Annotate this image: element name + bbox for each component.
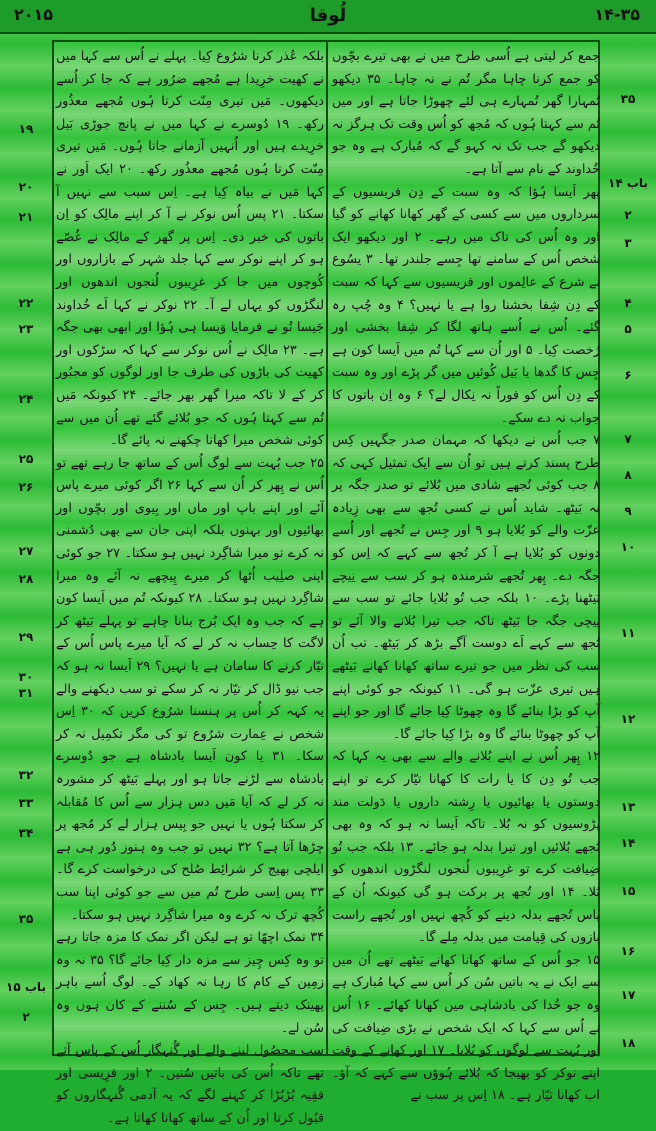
chapter-marker: ۱۴ باب	[608, 176, 648, 190]
paragraph: ۲۵ جب بُہت سے لوگ اُس کے ساتھ جا رہے تھے تو اُس نے پِھر کر اُن سے کہا ۲۶ اگر کوئی میرے پاس آئے اور اپنے باپ اور ماں اور بِیوی اور بچّوں اور بھائیوں اور بہنوں بلکہ اپنی جان سے بھی دُشمنی نہ کرے تو میرا شاگِرد نہیں ہو سکتا۔ ۲۷ جو کوئی اپنی صلِیب اُٹھا کر میرے پِیچھے نہ آئے وہ میرا شاگِرد نہیں ہو سکتا۔ ۲۸ کیونکہ تُم میں اَیسا کون ہے کہ جب وہ ایک بُرج بنانا چاہے تو پہلے بَیٹھ کر لاگت کا حِساب نہ کر لے کہ آیا میرے پاس اُس کے تیّار کرنے کا سامان ہے یا نہیں؟ ۲۹ اَیسا نہ ہو کہ جب نیو ڈال کر تیّار نہ کر سکے تو سب دیکھنے والے یہ کہہ کر اُس پر ہنسنا شرُوع کریں کہ ۳۰ اِس شخص نے عِمارت شرُوع تو کی مگر تکمِیل نہ کر سکا۔ ۳۱ یا کون اَیسا بادشاہ ہے جو دُوسرے بادشاہ سے لڑنے جاتا ہو اور پہلے بَیٹھ کر مشورہ نہ کر لے کہ آیا مَیں دس ہزار سے اُس کا مُقابلہ کر سکتا ہُوں یا نہیں جو بِیس ہزار لے کر مُجھ پر چڑھا آتا ہے؟ ۳۲ نہیں تو جب وہ ہنوز دُور ہی ہے ایلچی بھیج کر شرائِط صُلح کی درخواست کرے گا۔ ۳۳ پس اِسی طرح تُم میں سے جو کوئی اپنا سب کُچھ ترک نہ کرے وہ میرا شاگِرد نہیں ہو سکتا۔	[56, 455, 324, 923]
right-text-column	[332, 46, 601, 1104]
verse-number: ۲۹	[18, 630, 34, 644]
verse-number: ۱۹	[18, 122, 34, 136]
verse-number: ۲	[624, 208, 632, 222]
verse-number: ۱۸	[620, 1036, 636, 1050]
verse-number: ۲۸	[18, 572, 34, 586]
verse-number: ۴	[624, 296, 632, 310]
verse-number: ۲۷	[18, 544, 34, 558]
verse-number: ۱۰	[620, 540, 636, 554]
verse-number: ۱۴	[620, 836, 636, 850]
verse-number: ۲۰	[18, 180, 34, 194]
page-header	[0, 0, 656, 34]
verse-number: ۳	[624, 236, 632, 250]
verse-number: ۲۱	[18, 210, 34, 224]
verse-number: ۱۲	[620, 712, 636, 726]
verse-number: ۵	[624, 322, 632, 336]
left-text-column	[56, 46, 324, 1126]
verse-number: ۱۷	[620, 988, 636, 1002]
verse-number: ۱۵	[620, 884, 636, 898]
paragraph: ۷ جب اُس نے دیکھا کہ مہمان صدر جگہیں کِس طرح پسند کرتے ہیں تو اُن سے ایک تمثیل کہی کہ ۸ جب کوئی تُجھے شادی میں بُلائے تو صدر جگہ پر نہ بَیٹھ۔ شاید اُس نے کسی تُجھ سے بھی زِیادہ عزّت والے کو بُلایا ہو ۹ اور جِس نے تُجھے اور اُسے دونوں کو بُلایا ہے آ کر تُجھ سے کہے کہ اِس کو جگہ دے۔ پِھر تُجھے شرمندہ ہو کر سب سے نِیچے بَیٹھنا پڑے۔ ۱۰ بلکہ جب تُو بُلایا جائے تو سب سے نِیچی جگہ جا بَیٹھ تاکہ جب تیرا بُلانے والا آئے تو تُجھ سے کہے اَے دوست آگے بڑھ کر بَیٹھ۔ تب اُن سب کی نظر میں جو تیرے ساتھ کھانا کھانے بَیٹھے ہیں تیری عزّت ہو گی۔ ۱۱ کیونکہ جو کوئی اپنے آپ کو بڑا بنائے گا وہ چھوٹا کِیا جائے گا اور جو اپنے آپ کو چھوٹا بنائے گا وہ بڑا کِیا جائے گا۔	[332, 433, 601, 742]
verse-number: ۱۱	[620, 626, 636, 640]
verse-number: ۳۵	[620, 92, 636, 106]
book-title: لُوقا	[309, 5, 347, 26]
paragraph: ۱۵ جو اُس کے ساتھ کھانا کھانے بَیٹھے تھے اُن میں سے ایک نے یہ باتیں سُن کر اُس سے کہا مُبارک ہے وہ جو خُدا کی بادشاہی میں کھانا کھائے۔ ۱۶ اُس نے اُس سے کہا کہ ایک شخص نے بڑی ضِیافت کی اور بُہت سے لوگوں کو بُلایا۔ ۱۷ اور کھانے کے وقت اپنے نوکر کو بھیجا کہ بُلائے ہُوؤں سے کہے کہ آؤ۔ اب کھانا تیّار ہے۔ ۱۸ اِس پر سب نے	[332, 952, 600, 1104]
verse-number: ۲۶	[18, 480, 34, 494]
paragraph: ۳۴ نمک اچھّا تو ہے لیکن اگر نمک کا مزہ جاتا رہے تو وہ کِس چِیز سے مزہ دار کِیا جائے گا؟ ۳۵ نہ وہ زمِین کے کام کا رہا نہ کھاد کے۔ لوگ اُسے باہر پھینک دیتے ہیں۔ جِس کے سُننے کے کان ہوں وہ سُن لے۔	[56, 930, 324, 1036]
paragraph: بلکہ عُذر کرنا شرُوع کِیا۔ پہلے نے اُس سے کہا میں نے کھیت خرِیدا ہے مُجھے ضرُور ہے کہ جا کر اُسے دیکھوں۔ مَیں تیری مِنّت کرتا ہُوں مُجھے معذُور رکھ۔ ۱۹ دُوسرے نے کہا میں نے پانچ جوڑی بَیل خرِیدے ہیں اور اُنہیں آزمانے جاتا ہُوں۔ مَیں تیری مِنّت کرتا ہُوں مُجھے معذُور رکھ۔ ۲۰ ایک اَور نے کہا مَیں نے بیاہ کِیا ہے۔ اِس سبب سے نہیں آ سکتا۔ ۲۱ پس اُس نوکر نے آ کر اپنے مالِک کو اِن باتوں کی خبر دی۔ اِس پر گھر کے مالِک نے غُصّے ہو کر اپنے نوکر سے کہا جلد شہر کے بازاروں اور کُوچوں میں جا کر غرِیبوں لُنجوں اندھوں اور لنگڑوں کو یہاں لے آ۔ ۲۲ نوکر نے کہا اَے خُداوند جَیسا تُو نے فرمایا وَیسا ہی ہُؤا اور ابھی بھی جگہ ہے۔ ۲۳ مالِک نے اُس نوکر سے کہا کہ سڑکوں اور کھیت کی باڑوں کی طرف جا اور لوگوں کو مجبُور کر کے لا تاکہ میرا گھر بھر جائے۔ ۲۴ کیونکہ مَیں تُم سے کہتا ہُوں کہ جو بُلائے گئے تھے اُن میں سے کوئی شخص میرا کھانا چکھنے نہ پائے گا۔	[56, 49, 324, 449]
verse-number: ۶	[624, 368, 632, 382]
verse-number: ۳۳	[18, 796, 34, 810]
verse-number: ۳۴	[18, 826, 34, 840]
verse-number: ۱۶	[620, 944, 636, 958]
verse-number: ۳۲	[18, 768, 34, 782]
verse-number: ۸	[624, 468, 632, 482]
chapter-marker: ۱۵ باب	[6, 980, 46, 994]
paragraph: سب محصُول لینے والے اور گُنہگار اُس کے پاس آتے تھے تاکہ اُس کی باتیں سُنیں۔ ۲ اور فرِیسی اور فقِیہ بُڑبُڑا کر کہنے لگے کہ یہ آدمی گُنہگاروں کو قبُول کرتا اور اُن کے ساتھ کھانا کھاتا ہے۔	[56, 1043, 324, 1126]
verse-number: ۹	[624, 504, 632, 518]
verse-number: ۲۴	[18, 392, 34, 406]
verse-number: ۳۰	[18, 670, 34, 684]
verse-number: ۳۱	[18, 686, 34, 700]
verse-number: ۱۳	[620, 800, 636, 814]
verse-number: ۲۲	[18, 296, 34, 310]
verse-number: ۷	[624, 432, 632, 446]
page-number-left: ۲۰۱۵	[14, 5, 54, 24]
verse-number: ۲	[22, 1010, 30, 1024]
column-divider	[326, 40, 328, 1056]
verse-number: ۲۳	[18, 322, 34, 336]
paragraph: پھر اَیسا ہُؤا کہ وہ سبت کے دِن فریسیوں کے سرداروں میں سے کسی کے گھر کھانا کھانے کو گیا اور وہ اُس کی تاک میں رہے۔ ۲ اور دیکھو ایک شخص اُس کے سامنے تھا جِسے جلندر تھا۔ ۳ یسُوع نے شرع کے عالِموں اور فریسیوں سے کہا کہ سبت کے دِن شِفا بخشنا روا ہے یا نہیں؟ ۴ وہ چُپ رہ گئے۔ اُس نے اُسے ہاتھ لگا کر شِفا بخشی اور رُخصت کِیا۔ ۵ اور اُن سے کہا تُم میں اَیسا کون ہے جِس کا گدھا یا بَیل کُوئیں میں گر پڑے اور وہ سبت کے دِن اُس کو فوراً نہ نِکال لے؟ ۶ وہ اِن باتوں کا جواب نہ دے سکے۔	[332, 184, 600, 426]
verse-number: ۳۵	[18, 912, 34, 926]
chapter-verse-range: ۱۴-۳۵	[594, 5, 640, 24]
verse-number: ۲۵	[18, 452, 34, 466]
paragraph: ۱۲ پِھر اُس نے اپنے بُلانے والے سے بھی یہ کہا کہ جب تُو دِن کا یا رات کا کھانا تیّار کرے تو اپنے دوستوں یا بھائیوں یا رِشتہ داروں یا دَولت مند پڑوسیوں کو نہ بُلا۔ تاکہ اَیسا نہ ہو کہ وہ بھی تُجھے بُلائیں اور تیرا بدلہ ہو جائے۔ ۱۳ بلکہ جب تُو ضِیافت کرے تو غرِیبوں لُنجوں لنگڑوں اندھوں کو بُلا۔ ۱۴ اور تُجھ پر برکت ہو گی کیونکہ اُن کے پاس تُجھے بدلہ دینے کو کُچھ نہیں اور تُجھے راست بازوں کی قِیامت میں بدلہ مِلے گا۔	[332, 749, 600, 946]
paragraph: جمع کر لیتی ہے اُسی طرح میں نے بھی تیرے بچّوں کو جمع کرنا چاہا مگر تُم نے نہ چاہا۔ ۳۵ دیکھو تُمہارا گھر تُمہارے ہی لئے چھوڑا جاتا ہے اور میں تُم سے کہتا ہُوں کہ مُجھ کو اُس وقت تک ہرگز نہ دیکھو گے جب تک نہ کہو گے کہ مُبارک ہے وہ جو خُداوند کے نام سے آتا ہے۔	[332, 49, 601, 177]
